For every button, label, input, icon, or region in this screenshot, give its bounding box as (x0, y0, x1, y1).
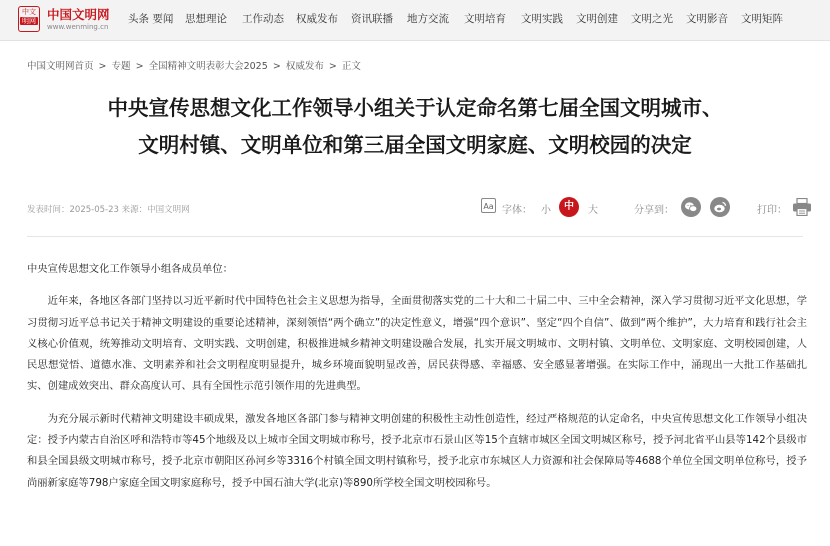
article-paragraph: 近年来，各地区各部门坚持以习近平新时代中国特色社会主义思想为指导，全面贯彻落实党的二十大和二十届二中、三中全会精神，深入学习贯彻习近平文化思想，学习贯彻习近平总书记关于精神文明建设的重要论述精神，深刻领悟“两个确立”的决定性意义，增强“四个意识”、坚定“四个自信”、做到“两个维护”，大力培育和践行社会主义核心价值观，统筹推动文明培育、文明实践、文明创建，积极推进城乡精神文明建设融合发展，扎实开展文明城市、文明村镇、文明单位、文明家庭、文明校园创建，人民思想觉悟、道德水准、文明素养和社会文明程度明显提升，城乡环境面貌明显改善，居民获得感、幸福感、安全感显著增强。在实际工作中，涌现出一大批工作基础扎实、创建成效突出、群众高度认可、具有全国性示范引领作用的先进典型。 (27, 295, 807, 393)
breadcrumb-official-release[interactable]: 权威发布 (285, 61, 324, 72)
article-meta: 发表时间：2025-05-23 来源：中国文明网 (27, 205, 190, 215)
breadcrumb-separator: > (135, 61, 144, 72)
top-navigation-bar (0, 0, 830, 41)
nav-item-local-exchange[interactable]: 地方交流 (407, 13, 449, 25)
font-small-button[interactable]: 小 (541, 205, 551, 216)
nav-item-civility-cultivation[interactable]: 文明培育 (464, 13, 506, 25)
breadcrumb-separator: > (272, 61, 281, 72)
print-label: 打印： (757, 205, 787, 216)
article-title (0, 90, 830, 164)
breadcrumb-separator: > (328, 61, 337, 72)
nav-item-civility-light[interactable]: 文明之光 (631, 13, 673, 25)
breadcrumb-home[interactable]: 中国文明网首页 (27, 61, 94, 72)
nav-item-civility-creation[interactable]: 文明创建 (576, 13, 618, 25)
site-name: 中国文明网 (47, 7, 110, 22)
nav-item-headlines[interactable]: 头条 要闻 (128, 13, 174, 25)
logo-seal-bottom: 明网 (22, 17, 36, 25)
breadcrumb-current: 正文 (341, 61, 361, 72)
wechat-icon[interactable] (681, 197, 701, 217)
share-control (634, 196, 734, 220)
nav-item-civility-media[interactable]: 文明影音 (686, 13, 728, 25)
share-label: 分享到： (634, 205, 674, 216)
nav-item-civility-matrix[interactable]: 文明矩阵 (741, 13, 783, 25)
font-size-control (481, 196, 601, 220)
article-paragraph: 为充分展示新时代精神文明建设丰硕成果，激发各地区各部门参与精神文明创建的积极性主动性创造性，经过严格规范的认定命名，中央宣传思想文化工作领导小组决定：授予内蒙古自治区呼和浩特市等45个地级及以上城市全国文明城市称号，授予北京市石景山区等15个直辖市城区全国文明城区称号，授予河北省平山县等142个县级市和县全国县级文明城市称号，授予北京市朝阳区孙河乡等3316个村镇全国文明村镇称号，授予北京市东城区人力资源和社会保障局等4688个单位全国文明单位称号，授予尚丽新家庭等798户家庭全国文明家庭称号，授予中国石油大学(北京)等890所学校全国文明校园称号。 (27, 412, 807, 489)
weibo-icon[interactable] (710, 197, 730, 217)
article-body (27, 259, 807, 505)
logo-seal-top: 中文 (22, 8, 36, 16)
nav-item-civility-practice[interactable]: 文明实践 (521, 13, 563, 25)
print-control (757, 196, 817, 220)
nav-item-news-feed[interactable]: 资讯联播 (351, 13, 393, 25)
nav-item-official-release[interactable]: 权威发布 (296, 13, 338, 25)
printer-icon[interactable] (792, 198, 812, 216)
font-size-icon: Aa (481, 198, 496, 213)
breadcrumb (27, 58, 363, 72)
article-title-line-1: 中央宣传思想文化工作领导小组关于认定命名第七届全国文明城市、 (107, 96, 723, 120)
nav-item-work-updates[interactable]: 工作动态 (242, 13, 284, 25)
article-salutation: 中央宣传思想文化工作领导小组各成员单位： (27, 263, 233, 275)
header-divider (27, 236, 803, 237)
article-title-line-2: 文明村镇、文明单位和第三届全国文明家庭、文明校园的决定 (138, 133, 692, 157)
font-medium-button[interactable]: 中 (559, 197, 579, 217)
nav-item-theory[interactable]: 思想理论 (185, 13, 227, 25)
font-large-button[interactable]: 大 (588, 205, 598, 216)
breadcrumb-topic[interactable]: 专题 (111, 61, 131, 72)
site-logo[interactable] (18, 4, 138, 36)
logo-seal-icon (18, 6, 40, 32)
font-size-label: 字体： (502, 205, 532, 216)
breadcrumb-conference[interactable]: 全国精神文明表彰大会2025 (148, 61, 268, 72)
site-url: www.wenming.cn (47, 23, 109, 31)
breadcrumb-separator: > (98, 61, 107, 72)
